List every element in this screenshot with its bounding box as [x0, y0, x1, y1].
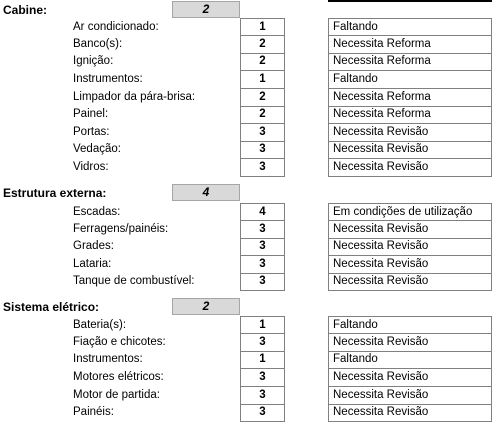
- item-status: Necessita Revisão: [328, 334, 492, 352]
- item-status: Em condições de utilização: [328, 203, 492, 221]
- item-label: Painel:: [73, 108, 109, 120]
- section-title-cabine: Cabine:: [3, 3, 48, 17]
- item-status: Faltando: [328, 316, 492, 334]
- item-status: Faltando: [328, 18, 492, 36]
- item-status: Necessita Revisão: [328, 404, 492, 422]
- item-score: 3: [240, 256, 285, 274]
- item-label: Banco(s):: [73, 38, 123, 50]
- item-label: Motores elétricos:: [73, 371, 164, 383]
- section-title-sistema-eletrico: Sistema elétrico:: [3, 300, 100, 314]
- item-score: 1: [240, 71, 285, 89]
- item-label: Instrumentos:: [73, 73, 143, 85]
- item-status: Necessita Revisão: [328, 141, 492, 159]
- item-label: Fiação e chicotes:: [73, 336, 166, 348]
- item-score: 3: [240, 221, 285, 239]
- item-status: Necessita Revisão: [328, 124, 492, 142]
- item-status: Faltando: [328, 71, 492, 89]
- item-status: Necessita Revisão: [328, 369, 492, 387]
- item-label: Tanque de combustível:: [73, 275, 195, 287]
- item-label: Vidros:: [73, 161, 109, 173]
- item-status: Necessita Revisão: [328, 387, 492, 405]
- section-score-sistema-eletrico: 2: [172, 298, 240, 315]
- item-status: Necessita Revisão: [328, 159, 492, 177]
- item-status: Necessita Reforma: [328, 53, 492, 71]
- item-label: Escadas:: [73, 206, 121, 218]
- item-label: Ignição:: [73, 55, 114, 67]
- item-status: Necessita Reforma: [328, 106, 492, 124]
- item-score: 3: [240, 387, 285, 405]
- section-score-cabine: 2: [172, 1, 240, 18]
- section-title-estrutura-externa: Estrutura externa:: [3, 186, 107, 200]
- item-status: Necessita Revisão: [328, 256, 492, 274]
- item-status: Necessita Revisão: [328, 221, 492, 239]
- item-label: Grades:: [73, 240, 114, 252]
- item-label: Vedação:: [73, 143, 121, 155]
- item-score: 3: [240, 273, 285, 291]
- item-label: Bateria(s):: [73, 319, 127, 331]
- section-score-estrutura-externa: 4: [172, 184, 240, 201]
- item-score: 1: [240, 316, 285, 334]
- item-score: 2: [240, 106, 285, 124]
- item-score: 3: [240, 159, 285, 177]
- top-border-line: [328, 0, 492, 2]
- item-score: 1: [240, 351, 285, 369]
- item-score: 3: [240, 124, 285, 142]
- item-status: Necessita Reforma: [328, 36, 492, 54]
- item-label: Limpador da pára-brisa:: [73, 91, 196, 103]
- item-label: Portas:: [73, 126, 110, 138]
- item-score: 3: [240, 238, 285, 256]
- item-label: Motor de partida:: [73, 389, 160, 401]
- item-score: 2: [240, 53, 285, 71]
- item-score: 2: [240, 89, 285, 107]
- item-score: 4: [240, 203, 285, 221]
- item-label: Painéis:: [73, 406, 114, 418]
- item-status: Faltando: [328, 351, 492, 369]
- item-score: 3: [240, 141, 285, 159]
- item-status: Necessita Revisão: [328, 238, 492, 256]
- item-label: Ar condicionado:: [73, 21, 159, 33]
- item-score: 3: [240, 404, 285, 422]
- item-score: 3: [240, 334, 285, 352]
- item-status: Necessita Revisão: [328, 273, 492, 291]
- item-status: Necessita Reforma: [328, 89, 492, 107]
- item-label: Instrumentos:: [73, 353, 143, 365]
- item-score: 1: [240, 18, 285, 36]
- item-label: Ferragens/painéis:: [73, 223, 169, 235]
- item-label: Lataria:: [73, 258, 112, 270]
- item-score: 2: [240, 36, 285, 54]
- item-score: 3: [240, 369, 285, 387]
